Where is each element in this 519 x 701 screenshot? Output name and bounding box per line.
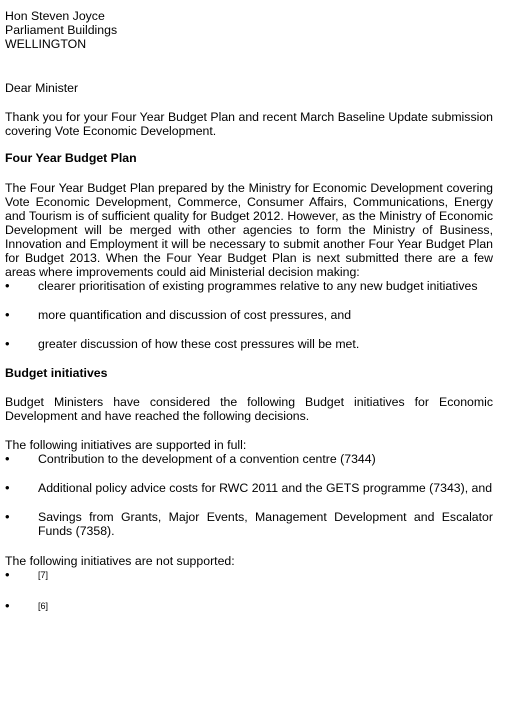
budget-initiatives-paragraph: Budget Ministers have considered the following Budget initiatives for Economic Development and have reached the following decisions. xyxy=(5,395,493,423)
list-item: • Contribution to the development of a convention centre (7344) xyxy=(5,451,376,466)
letter-page xyxy=(5,9,493,615)
supported-intro: The following initiatives are supported in full: xyxy=(5,438,247,452)
not-supported-intro: The following initiatives are not supported: xyxy=(5,554,235,568)
bullet-icon: • xyxy=(5,336,10,351)
list-item: • more quantification and discussion of cost pressures, and xyxy=(5,307,352,322)
supported-list xyxy=(5,452,493,538)
recipient-city: WELLINGTON xyxy=(5,37,87,51)
recipient-name: Hon Steven Joyce xyxy=(5,9,105,23)
intro-paragraph: Thank you for your Four Year Budget Plan and recent March Baseline Update submission covering Vote Economic Development. xyxy=(5,110,493,138)
not-supported-list xyxy=(5,568,493,615)
list-item: • Additional policy advice costs for RWC 2011 and the GETS programme (7343), and xyxy=(5,480,493,495)
list-item: • greater discussion of how these cost pressures will be met. xyxy=(5,336,360,351)
bullet-icon: • xyxy=(5,598,10,613)
four-year-plan-paragraph: The Four Year Budget Plan prepared by the Ministry for Economic Development covering Vote Economic Development, Commerce, Consumer Affairs, Communications, Energy and Tourism is of sufficient quality for Budget 2012. However, as the Ministry of Economic Development will be merged with other agencies to form the Ministry of Business, Innovation and Employment it will be necessary to submit another Four Year Budget Plan for Budget 2013. When the Four Year Budget Plan is next submitted there are a few areas where improvements could aid Ministerial decision making: xyxy=(5,181,493,279)
section-heading-four-year-plan: Four Year Budget Plan xyxy=(5,151,137,165)
bullet-icon: • xyxy=(5,278,10,293)
list-item xyxy=(5,599,493,615)
improvement-list xyxy=(5,279,493,351)
list-item: • clearer prioritisation of existing programmes relative to any new budget initiatives xyxy=(5,278,478,293)
redaction-ref: [7] xyxy=(38,570,49,580)
bullet-icon: • xyxy=(5,509,10,524)
redaction-ref: [6] xyxy=(38,601,49,611)
recipient-building: Parliament Buildings xyxy=(5,23,118,37)
list-item: • Savings from Grants, Major Events, Management Development and Escalator Funds (7358). xyxy=(5,509,493,538)
bullet-icon: • xyxy=(5,480,10,495)
salutation: Dear Minister xyxy=(5,81,79,95)
bullet-icon: • xyxy=(5,567,10,582)
recipient-address xyxy=(5,9,493,51)
section-heading-budget-initiatives: Budget initiatives xyxy=(5,366,108,380)
list-item xyxy=(5,568,493,584)
bullet-icon: • xyxy=(5,307,10,322)
bullet-icon: • xyxy=(5,451,10,466)
